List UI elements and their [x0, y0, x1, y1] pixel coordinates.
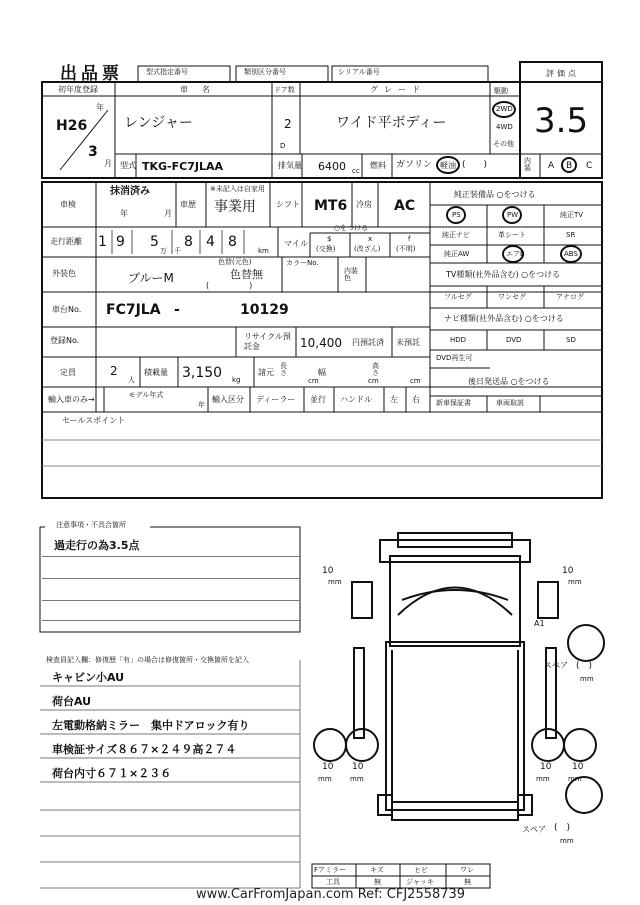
tv-type-title: TV種類(社外品含む) ○をつける — [446, 270, 561, 279]
month-unit: 月 — [104, 159, 112, 168]
inspector-line-1: キャビン小AU — [52, 671, 125, 684]
import-label: 輸入車のみ→ — [48, 395, 95, 404]
tread-mid-left-mm: mm — [318, 775, 332, 783]
opt-airbag-circle — [502, 245, 524, 263]
opt-pw-circle — [502, 206, 522, 224]
ac-value: AC — [394, 198, 416, 214]
fuel-diesel: 軽油 — [440, 161, 456, 170]
inspection-month-unit: 月 — [164, 209, 172, 218]
spare-mm-bottom: mm — [560, 837, 574, 845]
legend-ware: ワレ — [460, 866, 474, 874]
interior-label: 内装 — [524, 157, 531, 172]
model-spec-label: 型式指定番号 — [146, 68, 188, 76]
form-title: 出品票 — [60, 64, 123, 84]
seats-label: 定員 — [60, 368, 76, 377]
mileage-digit-2: 9 — [116, 234, 125, 250]
recycle-value: 10,400 — [300, 336, 342, 350]
repaint-value: 色替無 — [230, 268, 263, 281]
drive-other: その他 — [493, 140, 514, 148]
inspection-label: 車検 — [60, 200, 76, 209]
mileage-check-label: ○をつける — [334, 224, 369, 232]
tamper-label: (改ざん) — [354, 245, 381, 253]
seats-value: 2 — [110, 364, 118, 378]
tread-top-left: 10 — [322, 566, 334, 576]
mileage-digit-1: 1 — [98, 234, 107, 250]
legend-f-label: Fアミラー — [314, 866, 347, 874]
recycle-label: リサイクル預託金 — [244, 332, 291, 351]
opt-leather: 革シート — [498, 231, 526, 239]
opt-dvd: DVD — [506, 336, 522, 344]
fuel-diesel-circle — [436, 156, 460, 174]
interior-b: B — [566, 161, 573, 171]
parallel-label: 並行 — [310, 395, 326, 404]
doors: 2 — [284, 117, 292, 131]
opt-pw: PW — [507, 211, 519, 219]
grade-label: グレード — [370, 85, 426, 94]
interior-a: A — [548, 161, 555, 171]
grade: ワイド平ボディー — [336, 115, 447, 131]
car-name-label: 車名 — [180, 85, 224, 94]
exchange-symbol: $ — [327, 235, 332, 243]
drive-4wd: 4WD — [496, 123, 513, 131]
opt-ps: PS — [452, 211, 461, 219]
spare-paren-top: ( ) — [576, 661, 593, 671]
opt-sd: SD — [566, 336, 576, 344]
unpaid-label: 未預託 — [396, 338, 420, 347]
drive-label: 駆動 — [494, 87, 508, 95]
watermark: www.CarFromJapan.com Ref: CFJ2558739 — [196, 887, 466, 902]
drive-2wd-circle — [492, 101, 516, 118]
mileage-sen-unit: 千 — [174, 247, 181, 255]
inspector-header: 検査員記入欄：修復歴「有」の場合は修復箇所・交換箇所を記入 — [46, 656, 249, 664]
opt-dvd-player: DVD再生可 — [436, 354, 473, 362]
tread-top-right: 10 — [562, 566, 574, 576]
opt-manual: 車両取説 — [496, 399, 524, 407]
height-label: 高さ — [372, 362, 379, 377]
color-value: ブルーM — [128, 271, 174, 285]
tread-mid-right2: 10 — [572, 762, 584, 772]
genuine-title: 純正装備品 ○をつける — [454, 190, 536, 199]
navi-type-title: ナビ種類(社外品含む) ○をつける — [444, 314, 564, 323]
color-no-label: カラーNo. — [286, 259, 319, 267]
ac-label: 冷房 — [356, 200, 372, 209]
mileage-man-unit: 万 — [160, 247, 167, 255]
load-value: 3,150 — [182, 365, 223, 381]
opt-navi: 純正ナビ — [442, 231, 470, 239]
length-cm: cm — [308, 377, 319, 385]
tread-mid-right: 10 — [540, 762, 552, 772]
chassis-prefix: FC7JLA — [106, 302, 161, 318]
mileage-label: 走行距離 — [50, 237, 82, 246]
mileage-digit-3: 5 — [150, 234, 159, 250]
height-cm: cm — [410, 377, 421, 385]
import-type-label: 輸入区分 — [212, 395, 244, 404]
width-cm: cm — [368, 377, 379, 385]
load-unit: kg — [232, 376, 241, 384]
recycle-unit: 円預託済 — [352, 338, 384, 347]
serial-label: シリアル番号 — [338, 68, 380, 76]
notes-header: 注意事項・不具合箇所 — [56, 521, 126, 529]
tread-mid-right2-mm: mm — [568, 775, 582, 783]
dealer-label: ディーラー — [256, 395, 296, 404]
spare-label-top: スペア — [544, 661, 568, 670]
dims-label: 諸元 — [258, 368, 274, 377]
unknown-symbol: f — [408, 235, 411, 243]
unknown-label: (不明) — [396, 245, 416, 253]
notes-line-1: 過走行の為3.5点 — [54, 539, 140, 552]
inspector-line-2: 荷台AU — [52, 695, 92, 708]
mile-label: マイル — [284, 239, 308, 248]
shift-value: MT6 — [314, 198, 348, 214]
interior-b-circle — [561, 157, 577, 173]
history-label: 車歴 — [180, 200, 196, 209]
fuel-gasoline: ガソリン — [396, 160, 433, 170]
damage-code: A1 — [534, 619, 545, 628]
model-year-unit: 年 — [198, 401, 205, 409]
legend-tool: 工具 — [326, 878, 340, 886]
tamper-symbol: x — [368, 235, 373, 243]
fuel-label: 燃料 — [370, 161, 386, 170]
model-label: 型式 — [120, 161, 136, 170]
right-label: 右 — [412, 395, 420, 404]
opt-abs: ABS — [564, 250, 578, 258]
legend-none-2: 無 — [464, 878, 471, 886]
opt-aw: 純正AW — [444, 250, 470, 258]
rating-value: 3.5 — [534, 101, 589, 141]
spare-label-bottom: スペア — [522, 825, 546, 834]
legend-none-1: 無 — [374, 878, 381, 886]
tread-mid-left2-mm: mm — [350, 775, 364, 783]
mileage-digit-5: 4 — [206, 234, 215, 250]
tread-mid-left2: 10 — [352, 762, 364, 772]
tread-top-left-mm: mm — [328, 578, 342, 586]
door-unit: D — [280, 142, 286, 150]
length-label: 長さ — [280, 362, 287, 377]
displacement-label: 排気量 — [278, 161, 302, 170]
chassis-label: 車台No. — [52, 305, 82, 314]
seats-unit: 人 — [128, 376, 135, 384]
displacement: 6400 — [318, 160, 346, 173]
opt-analog: アナログ — [556, 293, 584, 301]
inspection-year-unit: 年 — [120, 209, 128, 218]
tread-mid-left: 10 — [322, 762, 334, 772]
opt-sr: SR — [566, 231, 576, 239]
mileage-digit-6: 8 — [228, 234, 237, 250]
registration-label: 登録No. — [50, 336, 80, 345]
legend-jack: ジャッキ — [406, 878, 434, 886]
legend-hibi: ヒビ — [414, 866, 428, 874]
tread-mid-right-mm: mm — [536, 775, 550, 783]
model-code: TKG-FC7JLAA — [142, 160, 223, 173]
inspector-line-4: 車検証サイズ８６７×２４９高２７４ — [52, 743, 237, 756]
tread-top-right-mm: mm — [568, 578, 582, 586]
fuel-paren: ( ) — [462, 160, 488, 170]
opt-hdd: HDD — [450, 336, 467, 344]
opt-airbag: エアB — [506, 250, 525, 258]
history-note: ※未記入は自家用 — [210, 185, 265, 193]
opt-oneseg: ワンセグ — [498, 293, 526, 301]
inspector-line-5: 荷台内寸６７１×２３６ — [52, 767, 172, 780]
later-title: 後日発送品 ○をつける — [468, 377, 550, 386]
category-label: 類別区分番号 — [244, 68, 286, 76]
chassis-number: 10129 — [240, 302, 289, 318]
inspector-line-3: 左電動格納ミラー 集中ドアロック有り — [52, 719, 250, 732]
color-label: 外装色 — [52, 269, 76, 278]
opt-warranty: 新車保証書 — [436, 399, 471, 407]
width-label: 幅 — [318, 368, 326, 377]
opt-tv: 純正TV — [560, 211, 584, 219]
handle-label: ハンドル — [340, 395, 372, 404]
spare-paren-bottom: ( ) — [554, 823, 571, 833]
model-year-label: モデル年式 — [128, 391, 164, 399]
sales-point-label: セールスポイント — [62, 416, 126, 425]
repaint-label: 色替(元色) — [218, 258, 252, 266]
interior-color-label: 内装色 — [344, 267, 358, 282]
opt-ps-circle — [446, 206, 466, 224]
interior-c: C — [586, 161, 593, 171]
spare-mm-top: mm — [580, 675, 594, 683]
history-value: 事業用 — [214, 199, 256, 215]
inspection-status: 抹消済み — [110, 186, 150, 197]
shift-label: シフト — [276, 200, 300, 209]
repaint-paren: ( ) — [206, 281, 253, 290]
exchange-label: (交換) — [316, 245, 336, 253]
mileage-digit-4: 8 — [184, 234, 193, 250]
doors-label: ドア数 — [274, 86, 295, 94]
opt-fullseg: フルセグ — [444, 293, 472, 301]
mileage-km-unit: km — [258, 247, 269, 255]
first-reg-era: H26 — [56, 118, 88, 134]
year-unit: 年 — [96, 103, 104, 112]
first-reg-month: 3 — [88, 144, 98, 160]
displacement-unit: cc — [352, 167, 360, 175]
drive-2wd: 2WD — [496, 105, 513, 113]
rating-label: 評価点 — [546, 69, 579, 78]
legend-kizu: キズ — [370, 866, 384, 874]
first-reg-label: 初年度登録 — [58, 85, 98, 94]
chassis-dash: - — [174, 302, 180, 318]
load-label: 積載量 — [144, 368, 168, 377]
left-label: 左 — [390, 395, 398, 404]
opt-abs-circle — [560, 245, 582, 263]
car-name: レンジャー — [124, 115, 194, 131]
